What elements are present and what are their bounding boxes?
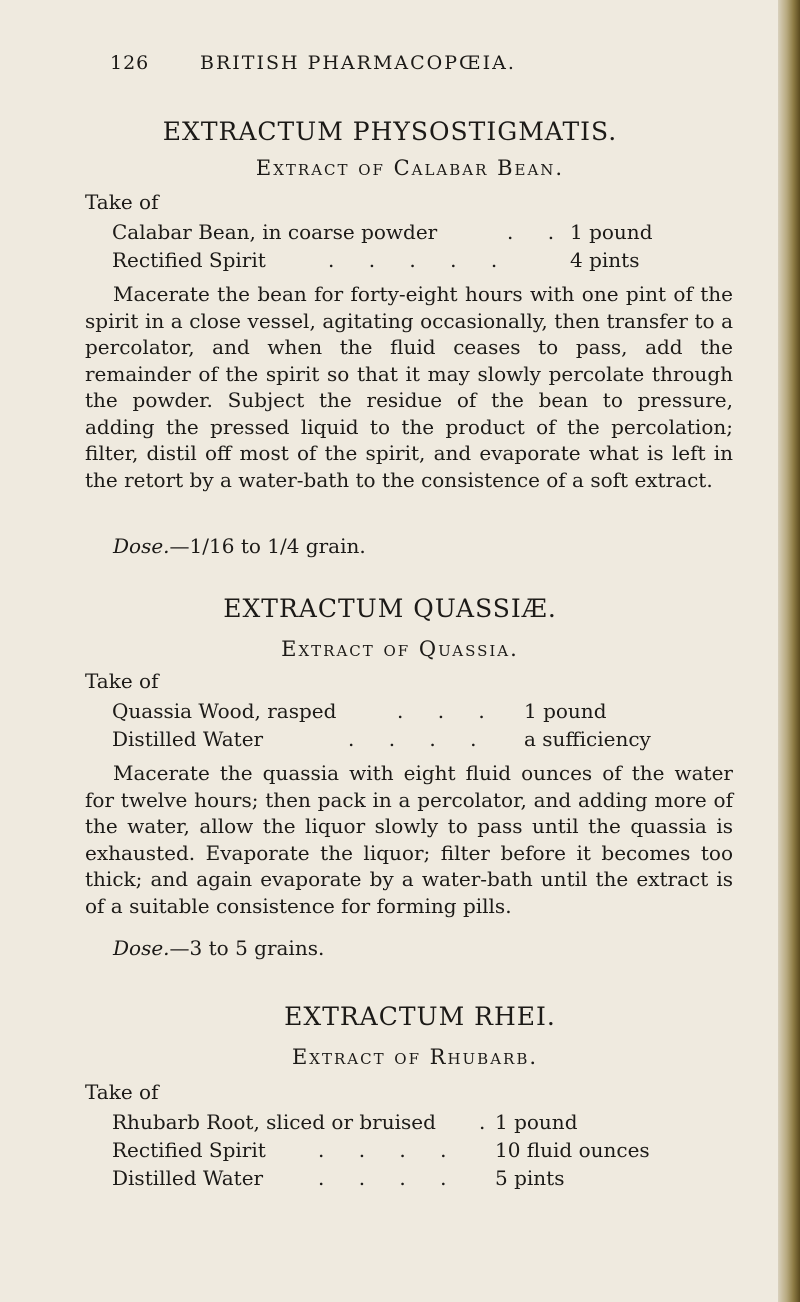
ingredient-quantity: 1 pound bbox=[570, 220, 653, 244]
method-text: Macerate the bean for forty-eight hours with one pint of the spirit in a close vessel, agitating occasionally, then transfer to a percolator, and when the fluid ceases to pass, add the remainder of the spirit so that it may slowly percolate through the powder. Subject the residue of the bean to pressure, adding the pressed liquid to the product of the percolation; filter, distil off most of the spirit, and evaporate what is left in the retort by a water-bath to the consistence of a soft extract. bbox=[85, 282, 733, 492]
leader-dots: . . . bbox=[397, 699, 499, 723]
leader-dots: . . . . bbox=[318, 1138, 461, 1162]
section-subtitle: Extract of Calabar Bean. bbox=[255, 156, 565, 180]
section-subtitle: Extract of Quassia. bbox=[281, 637, 519, 661]
method-paragraph bbox=[85, 760, 733, 919]
ingredient-quantity: 1 pound bbox=[524, 699, 607, 723]
page-number: 126 bbox=[110, 52, 150, 74]
dose-text: —1/16 to 1/4 grain. bbox=[169, 534, 366, 558]
dose-label: Dose. bbox=[113, 534, 170, 558]
ingredient-quantity: a sufficiency bbox=[524, 727, 651, 751]
ingredient-quantity: 4 pints bbox=[570, 248, 640, 272]
dose-text: —3 to 5 grains. bbox=[169, 936, 325, 960]
method-text: Macerate the quassia with eight fluid ounces of the water for twelve hours; then pack in a percolator, and adding more of the water, allow the liquor slowly to pass until the quassia is exhausted. Evaporate the liquor; filter before it becomes too thick; and again evaporate by a water-bath until the extract is of a suitable consistence for forming pills. bbox=[85, 761, 733, 918]
section-title: EXTRACTUM QUASSIÆ. bbox=[223, 594, 557, 623]
leader-dots: . bbox=[479, 1110, 500, 1134]
ingredient-quantity: 10 fluid ounces bbox=[495, 1138, 650, 1162]
take-of-label: Take of bbox=[85, 190, 159, 214]
leader-dots: . . . . bbox=[348, 727, 491, 751]
take-of-label: Take of bbox=[85, 669, 159, 693]
ingredient-name: Quassia Wood, rasped bbox=[112, 699, 337, 723]
ingredient-name: Rectified Spirit bbox=[112, 248, 266, 272]
page-header bbox=[0, 52, 780, 80]
ingredient-row bbox=[112, 727, 672, 755]
ingredient-name: Rectified Spirit bbox=[112, 1138, 266, 1162]
ingredient-quantity: 5 pints bbox=[495, 1166, 565, 1190]
ingredient-name: Rhubarb Root, sliced or bruised bbox=[112, 1110, 436, 1134]
ingredient-quantity: 1 pound bbox=[495, 1110, 578, 1134]
leader-dots: . . bbox=[507, 220, 569, 244]
leader-dots: . . . . bbox=[318, 1166, 461, 1190]
ingredient-row bbox=[112, 699, 672, 727]
running-title: BRITISH PHARMACOPŒIA. bbox=[200, 52, 516, 74]
leader-dots: . . . . . bbox=[328, 248, 512, 272]
dose-label: Dose. bbox=[113, 936, 170, 960]
ingredient-name: Distilled Water bbox=[112, 1166, 264, 1190]
section-title: EXTRACTUM RHEI. bbox=[284, 1002, 556, 1031]
ingredient-row bbox=[112, 1110, 672, 1138]
section-subtitle: Extract of Rhubarb. bbox=[291, 1045, 539, 1069]
section-title: EXTRACTUM PHYSOSTIGMATIS. bbox=[162, 117, 618, 146]
ingredient-row bbox=[112, 220, 672, 248]
ingredient-row bbox=[112, 1166, 672, 1194]
ingredient-name: Distilled Water bbox=[112, 727, 264, 751]
ingredient-row bbox=[112, 1138, 672, 1166]
dose-line bbox=[113, 936, 324, 960]
dose-line bbox=[113, 534, 366, 558]
page-edge-shadow bbox=[778, 0, 800, 1302]
method-paragraph bbox=[85, 281, 733, 493]
ingredient-row bbox=[112, 248, 672, 276]
ingredient-name: Calabar Bean, in coarse powder bbox=[112, 220, 438, 244]
take-of-label: Take of bbox=[85, 1080, 159, 1104]
